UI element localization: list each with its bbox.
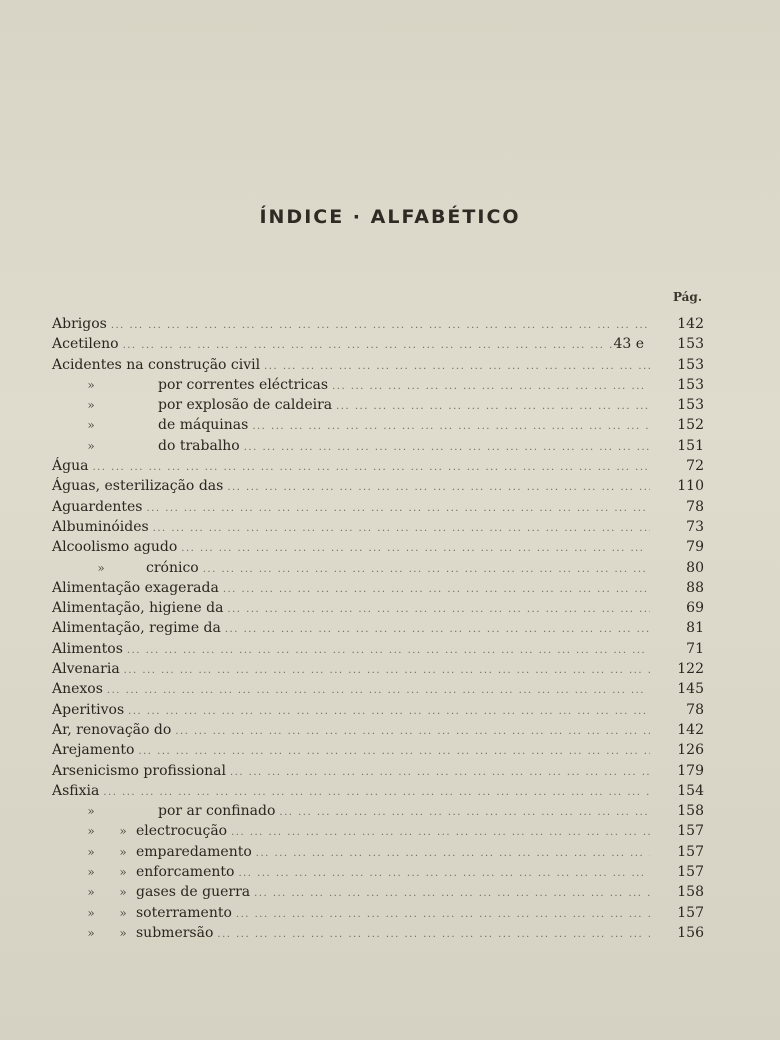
index-entry xyxy=(52,925,704,945)
entry-label: enforcamento xyxy=(136,864,235,881)
index-entry xyxy=(52,681,704,701)
ditto-marker xyxy=(52,865,136,879)
ditto-mark: » xyxy=(87,398,95,413)
entry-page-number: 153 xyxy=(677,356,704,373)
ditto-marker xyxy=(52,418,158,432)
ditto-mark: » xyxy=(87,418,95,433)
entry-label: Alimentos xyxy=(52,640,123,657)
dot-leader xyxy=(248,421,650,432)
entry-page-number: 78 xyxy=(686,701,704,718)
entry-label: Arsenicismo profissional xyxy=(52,762,226,779)
entry-page-number: 79 xyxy=(686,539,704,556)
index-entry xyxy=(52,458,704,478)
entry-page-number: 152 xyxy=(677,417,704,434)
index-entry xyxy=(52,560,704,580)
ditto-marker xyxy=(52,906,136,920)
entry-label: Alimentação, regime da xyxy=(52,620,221,637)
index-entry xyxy=(52,763,704,783)
ditto-marker xyxy=(52,561,146,575)
ditto-marker xyxy=(52,845,136,859)
index-entry xyxy=(52,478,704,498)
dot-leader xyxy=(177,543,650,554)
entry-page-number: 157 xyxy=(677,823,704,840)
ditto-marker xyxy=(52,885,136,899)
ditto-mark-secondary: » xyxy=(119,844,127,859)
entry-label: gases de guerra xyxy=(136,884,251,901)
index-entry xyxy=(52,499,704,519)
entry-page-number: 71 xyxy=(686,640,704,657)
index-entry xyxy=(52,357,704,377)
entry-page-number: 154 xyxy=(677,782,704,799)
dot-leader xyxy=(88,462,650,473)
dot-leader xyxy=(275,807,650,818)
dot-leader xyxy=(223,482,650,493)
entry-label: Alcoolismo agudo xyxy=(52,539,178,556)
entry-label: soterramento xyxy=(136,904,232,921)
ditto-mark: » xyxy=(87,925,95,940)
entry-page-number: 145 xyxy=(677,681,704,698)
entry-label: Arejamento xyxy=(52,742,135,759)
index-entry xyxy=(52,580,704,600)
dot-leader xyxy=(260,361,650,372)
entry-page-number: 78 xyxy=(686,498,704,515)
entry-page-number: 126 xyxy=(677,742,704,759)
index-entry xyxy=(52,905,704,925)
entry-label: Aperitivos xyxy=(52,701,125,718)
entry-page-number: 81 xyxy=(686,620,704,637)
index-entry xyxy=(52,844,704,864)
ditto-mark: » xyxy=(87,844,95,859)
entry-page-number: 157 xyxy=(677,904,704,921)
dot-leader xyxy=(124,706,650,717)
entry-label: Águas, esterilização das xyxy=(52,478,224,495)
dot-leader xyxy=(232,909,650,920)
ditto-mark: » xyxy=(87,824,95,839)
dot-leader xyxy=(143,503,651,514)
ditto-mark-secondary: » xyxy=(119,925,127,940)
entry-label: Água xyxy=(52,458,89,475)
entry-label: por correntes eléctricas xyxy=(158,376,329,393)
index-entry xyxy=(52,884,704,904)
entry-label: crónico xyxy=(146,559,199,576)
index-entry xyxy=(52,722,704,742)
ditto-marker xyxy=(52,804,158,818)
entry-label: Acetileno xyxy=(52,336,119,353)
ditto-marker xyxy=(52,926,136,940)
entry-label: electrocução xyxy=(136,823,228,840)
dot-leader xyxy=(240,442,650,453)
index-entry xyxy=(52,702,704,722)
entry-page-number: 156 xyxy=(677,924,704,941)
entry-page-number: 151 xyxy=(677,437,704,454)
index-entry xyxy=(52,600,704,620)
entry-label: emparedamento xyxy=(136,843,252,860)
ditto-marker xyxy=(52,439,158,453)
entry-page-number: 73 xyxy=(686,518,704,535)
index-entry xyxy=(52,783,704,803)
entry-page-number: 72 xyxy=(686,458,704,475)
index-entry xyxy=(52,641,704,661)
entry-page-number: 69 xyxy=(686,600,704,617)
entry-label: do trabalho xyxy=(158,437,240,454)
ditto-mark-secondary: » xyxy=(119,824,127,839)
entry-label: por explosão de caldeira xyxy=(158,397,333,414)
index-entry xyxy=(52,742,704,762)
alphabetical-index xyxy=(52,316,704,945)
dot-leader xyxy=(103,685,650,696)
dot-leader xyxy=(252,848,650,859)
entry-page-number: 153 xyxy=(677,336,704,353)
index-entry xyxy=(52,661,704,681)
entry-page-number: 157 xyxy=(677,864,704,881)
dot-leader xyxy=(134,746,650,757)
ditto-mark: » xyxy=(87,905,95,920)
ditto-mark: » xyxy=(97,560,105,575)
ditto-mark: » xyxy=(87,438,95,453)
ditto-mark: » xyxy=(87,885,95,900)
entry-label: por ar confinado xyxy=(158,803,276,820)
entry-label: Alimentação, higiene da xyxy=(52,600,224,617)
ditto-mark: » xyxy=(87,377,95,392)
ditto-marker xyxy=(52,378,158,392)
ditto-mark-secondary: » xyxy=(119,865,127,880)
entry-label: Ar, renovação do xyxy=(52,721,172,738)
dot-leader xyxy=(226,767,650,778)
entry-label: Asfixia xyxy=(52,782,100,799)
ditto-mark: » xyxy=(87,865,95,880)
dot-leader xyxy=(119,340,614,351)
entry-page-number: 158 xyxy=(677,884,704,901)
entry-page-number: 142 xyxy=(677,316,704,332)
ditto-marker xyxy=(52,824,136,838)
entry-page-number: 110 xyxy=(677,478,704,495)
index-entry xyxy=(52,397,704,417)
entry-label: Alvenaria xyxy=(52,661,120,678)
dot-leader xyxy=(123,645,650,656)
entry-page-number: 153 xyxy=(677,376,704,393)
entry-label: Aguardentes xyxy=(52,498,143,515)
entry-page-number: 80 xyxy=(686,559,704,576)
dot-leader xyxy=(219,584,650,595)
entry-label: Anexos xyxy=(52,681,103,698)
dot-leader xyxy=(234,868,650,879)
index-entry xyxy=(52,803,704,823)
index-entry xyxy=(52,377,704,397)
entry-extra-page: 43 e xyxy=(613,336,644,353)
ditto-mark-secondary: » xyxy=(119,885,127,900)
entry-page-number: 122 xyxy=(677,661,704,678)
entry-page-number: 142 xyxy=(677,721,704,738)
index-entry xyxy=(52,316,704,336)
dot-leader xyxy=(99,787,650,798)
dot-leader xyxy=(213,929,650,940)
index-entry xyxy=(52,823,704,843)
dot-leader xyxy=(221,624,650,635)
index-entry xyxy=(52,864,704,884)
dot-leader xyxy=(149,523,650,534)
index-entry xyxy=(52,539,704,559)
dot-leader xyxy=(250,888,650,899)
ditto-marker xyxy=(52,398,158,412)
dot-leader xyxy=(120,665,650,676)
ditto-mark: » xyxy=(87,804,95,819)
index-entry xyxy=(52,417,704,437)
entry-label: Acidentes na construção civil xyxy=(52,356,261,373)
page-title: ÍNDICE · ALFABÉTICO xyxy=(259,206,521,228)
page-column-header: Pág. xyxy=(672,290,702,304)
entry-label: de máquinas xyxy=(158,417,249,434)
dot-leader xyxy=(332,401,650,412)
entry-label: Albuminóides xyxy=(52,518,149,535)
entry-label: submersão xyxy=(136,924,214,941)
entry-page-number: 153 xyxy=(677,397,704,414)
dot-leader xyxy=(328,381,650,392)
dot-leader xyxy=(199,564,650,575)
entry-label: Abrigos xyxy=(52,316,107,332)
ditto-mark-secondary: » xyxy=(119,905,127,920)
dot-leader xyxy=(107,320,650,331)
dot-leader xyxy=(227,827,650,838)
index-entry xyxy=(52,620,704,640)
entry-page-number: 157 xyxy=(677,843,704,860)
dot-leader xyxy=(171,726,650,737)
entry-label: Alimentação exagerada xyxy=(52,579,219,596)
entry-page-number: 88 xyxy=(686,579,704,596)
index-entry xyxy=(52,336,704,356)
index-entry xyxy=(52,519,704,539)
entry-page-number: 158 xyxy=(677,803,704,820)
index-entry xyxy=(52,438,704,458)
entry-page-number: 179 xyxy=(677,762,704,779)
dot-leader xyxy=(223,604,650,615)
